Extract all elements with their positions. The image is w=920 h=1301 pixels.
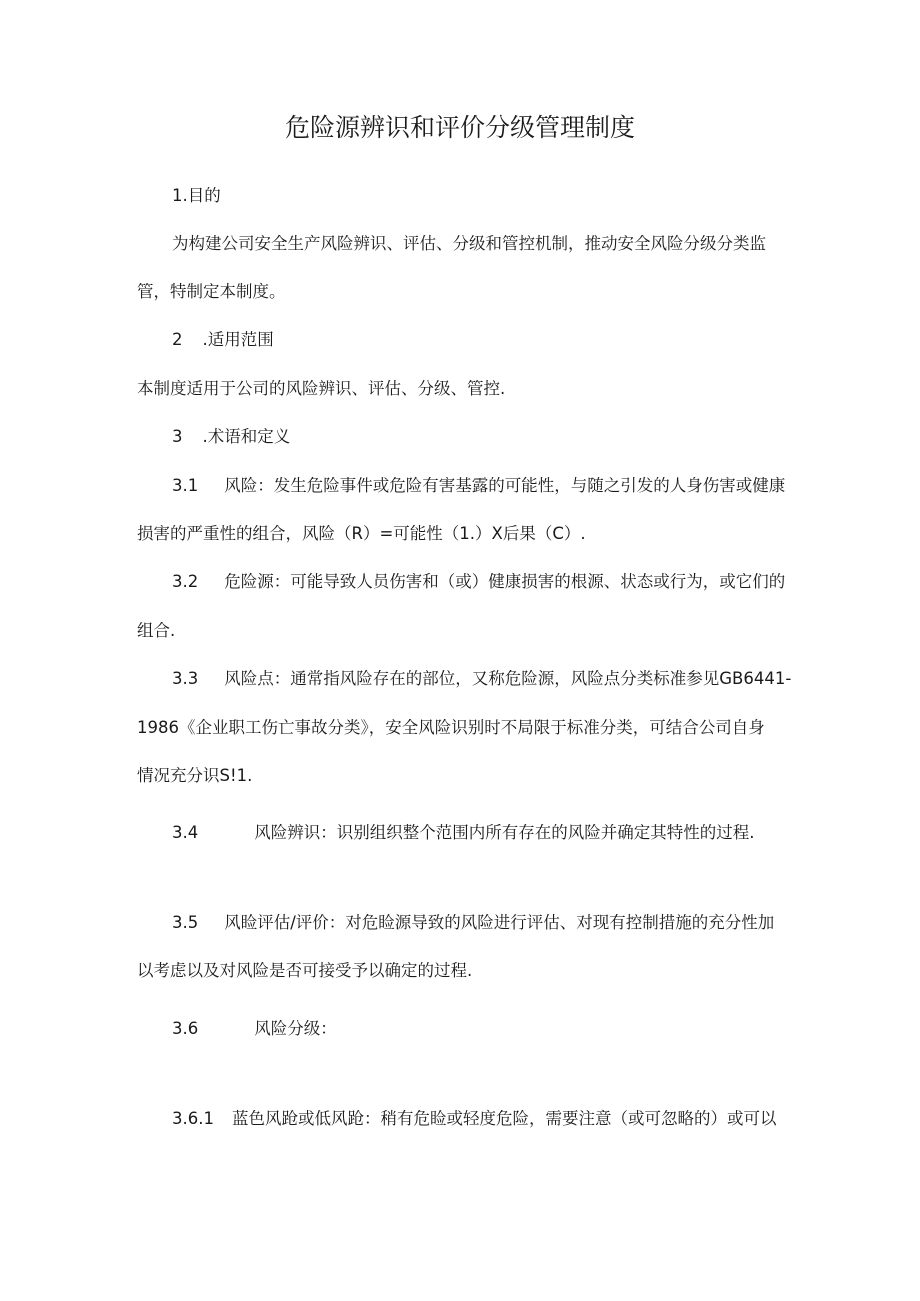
clause-3-5 <box>172 911 774 935</box>
clause-3-3-continuation-2: 情况充分识S!1. <box>137 766 253 785</box>
clause-3-1-continuation: 损害的严重性的组合，风险（R）=可能性（1.）X后果（C）. <box>137 524 586 543</box>
clause-3-3-number: 3.3 <box>172 669 199 688</box>
clause-3-5-text: 风睑评估/评价：对危睑源导致的风险进行评估、对现有控制措施的充分性加 <box>224 913 775 932</box>
clause-3-3-continuation-1: 1986《企业职工伤亡事故分类》，安全风险识别时不局限于标准分类，可结合公司自身 <box>137 718 765 737</box>
clause-3-4-number: 3.4 <box>172 823 199 842</box>
clause-3-2 <box>172 570 785 594</box>
section-1-body-line-2: 管，特制定本制度。 <box>137 282 286 301</box>
section-2-body: 本制度适用于公司的风险辨识、评估、分级、管控. <box>137 379 506 398</box>
section-1-heading: 1.目的 <box>172 186 221 205</box>
clause-3-4 <box>172 821 755 845</box>
clause-3-5-number: 3.5 <box>172 913 199 932</box>
section-3-heading-text: .术语和定义 <box>202 427 291 446</box>
section-1-body-line-1: 为构建公司安全生产风险辨识、评估、分级和管控机制，推动安全风险分级分类监 <box>172 234 766 253</box>
clause-3-6 <box>172 1017 337 1041</box>
clause-3-6-1 <box>172 1107 776 1131</box>
clause-3-1-number: 3.1 <box>172 476 199 495</box>
clause-3-5-continuation: 以考虑以及对风险是否可接受予以确定的过程. <box>137 961 473 980</box>
section-2-number: 2 <box>172 330 183 349</box>
section-2-heading <box>172 328 274 352</box>
clause-3-6-1-text: 蓝色风跄或低风跄：稍有危睑或轻度危险，需要注意（或可忽略的）或可以 <box>231 1109 777 1128</box>
clause-3-2-text: 危险源：可能导致人员伤害和（或）健康损害的根源、状态或行为，或它们的 <box>224 572 786 591</box>
document-title: 危险源辨识和评价分级管理制度 <box>284 113 635 142</box>
clause-3-1-text: 风险：发生危险事件或危险有害基露的可能性，与随之引发的人身伤害或健康 <box>224 476 786 495</box>
clause-3-1 <box>172 474 785 498</box>
clause-3-6-1-number: 3.6.1 <box>172 1109 214 1128</box>
section-3-heading <box>172 425 290 449</box>
section-3-number: 3 <box>172 427 183 446</box>
clause-3-6-text: 风险分级： <box>254 1019 337 1038</box>
clause-3-6-number: 3.6 <box>172 1019 199 1038</box>
clause-3-2-number: 3.2 <box>172 572 199 591</box>
clause-3-3 <box>172 667 791 691</box>
section-2-heading-text: .适用范围 <box>202 330 274 349</box>
clause-3-3-text: 风险点：通常指风险存在的部位，又称危险源，风险点分类标准参见GB6441- <box>224 669 792 688</box>
clause-3-2-continuation: 组合. <box>137 621 176 640</box>
clause-3-4-text: 风险辨识：识别组织整个范围内所有存在的风险并确定其特性的过程. <box>254 823 755 842</box>
